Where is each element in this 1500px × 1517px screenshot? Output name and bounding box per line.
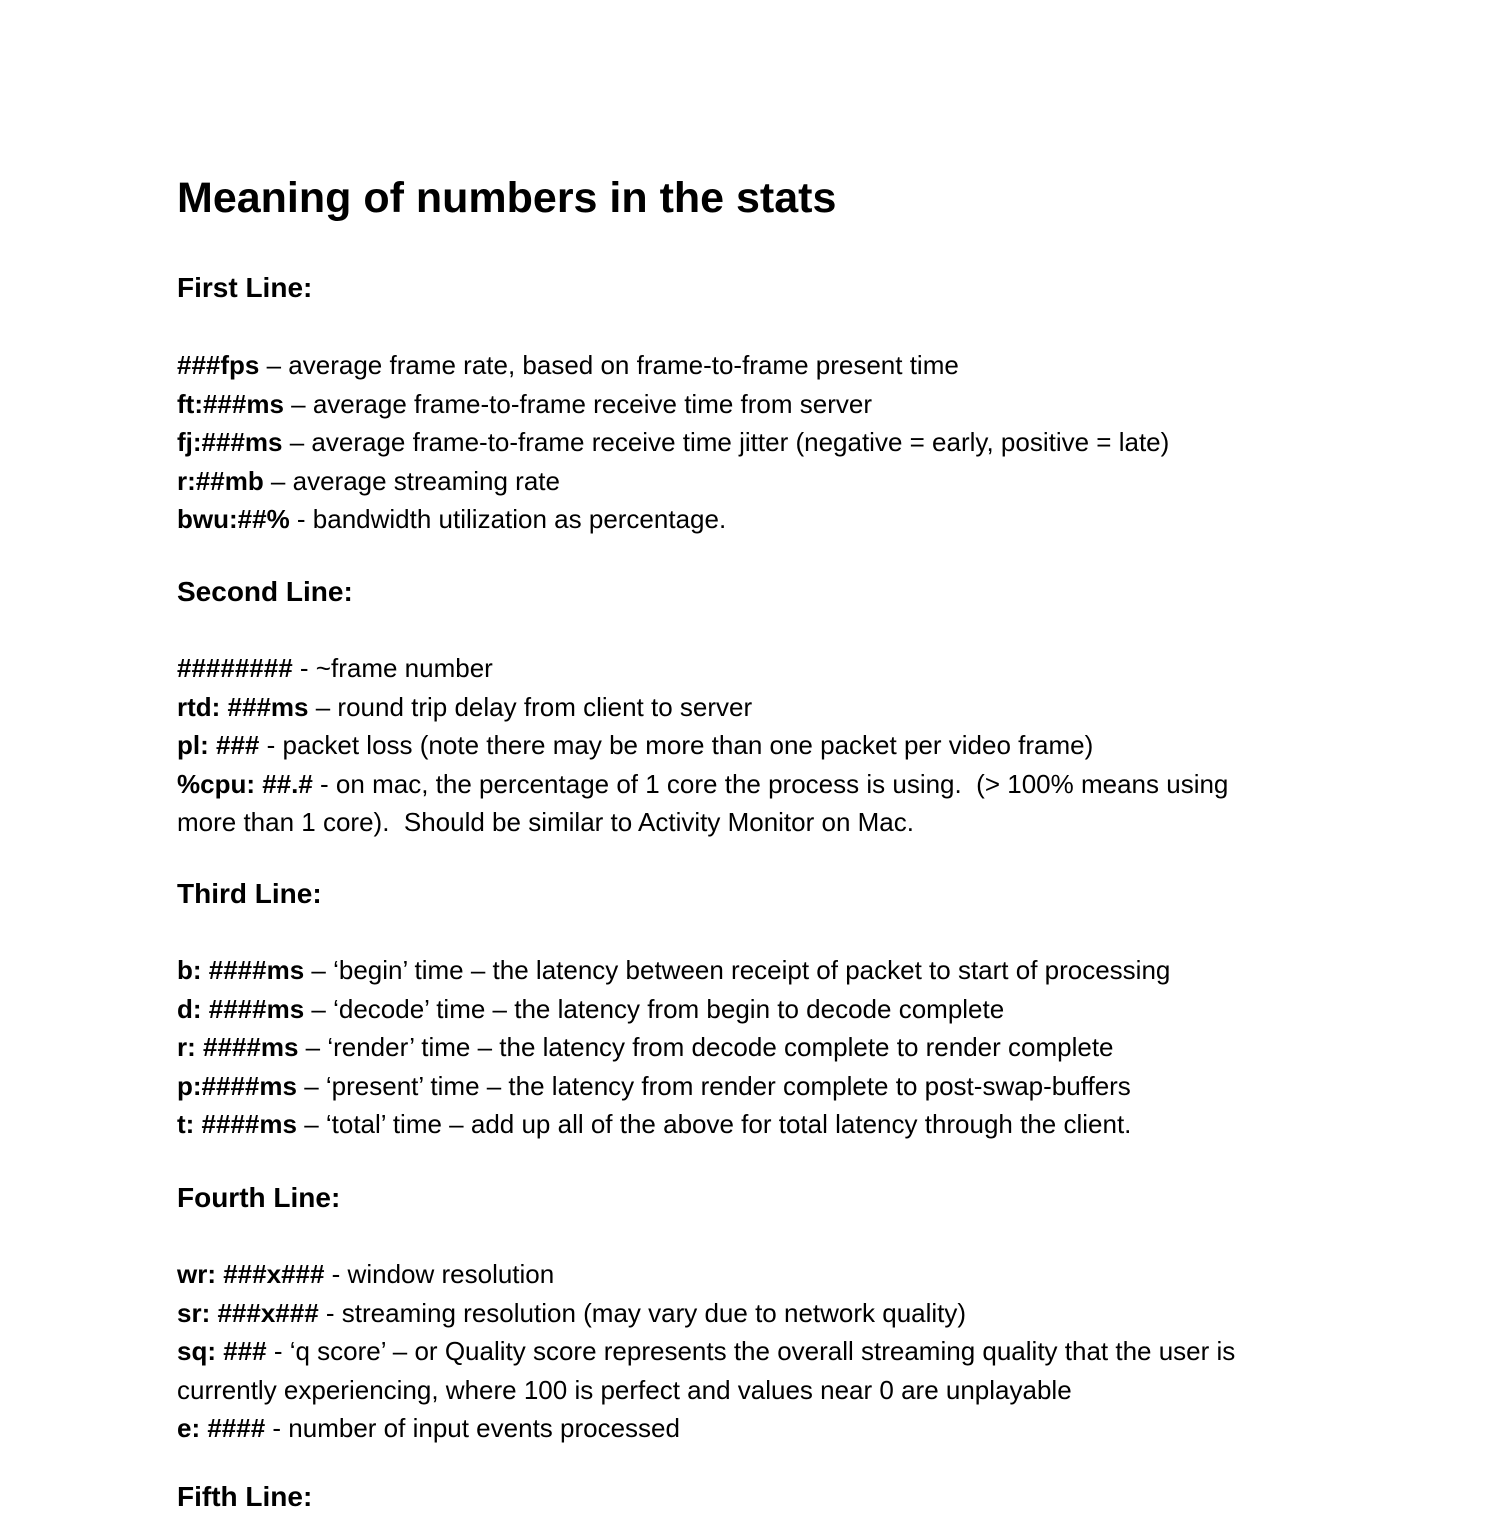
stat-description: – ‘begin’ time – the latency between receipt of packet to start of processing [304,955,1171,985]
stat-line [177,1294,1235,1333]
stat-description: – ‘decode’ time – the latency from begin to decode complete [304,993,1005,1024]
stat-description: – average frame-to-frame receive time jitter (negative = early, positive = late) [282,427,1170,458]
stat-description: - on mac, the percentage of 1 core the process is using. (> 100% means using [312,768,1229,799]
section-heading-first-line: First Line: [177,272,313,303]
stat-line [177,500,1169,539]
stat-description: currently experiencing, where 100 is perfect and values near 0 are unplayable [177,1374,1072,1405]
stat-term: e: #### [177,1413,266,1444]
stat-line [177,990,1170,1029]
section-heading-fifth-line: Fifth Line: [177,1481,313,1512]
stat-list-fourth-line [177,1255,1235,1448]
stat-description: - streaming resolution (may vary due to network quality) [318,1297,967,1328]
stat-term: bwu:##% [177,504,290,535]
stat-description: – average frame rate, based on frame-to-frame present time [259,350,959,380]
stat-line [177,649,1228,688]
stat-line [177,1028,1170,1067]
stat-line [177,1255,1235,1294]
page-title: Meaning of numbers in the stats [177,174,837,222]
stat-description: – ‘present’ time – the latency from render complete to post-swap-buffers [296,1070,1131,1101]
stat-term: r:##mb [177,465,264,496]
stat-description: – average frame-to-frame receive time from server [283,388,873,419]
stat-description: – round trip delay from client to server [308,691,753,722]
stat-term: fj:###ms [177,427,283,458]
stat-term: p:####ms [177,1070,297,1101]
stat-description: – ‘render’ time – the latency from decode complete to render complete [298,1032,1114,1063]
stat-list-third-line [177,951,1170,1144]
stat-line [177,423,1169,462]
stat-list-first-line [177,346,1169,539]
stat-term: %cpu: ##.# [177,768,313,799]
stat-description: - ~frame number [292,653,493,683]
stat-line-continuation [177,803,1228,842]
stat-list-second-line [177,649,1228,842]
stat-description: - bandwidth utilization as percentage. [289,504,727,535]
stat-line [177,1067,1170,1106]
stat-term: ###fps [177,350,260,380]
stat-line [177,951,1170,990]
stat-term: wr: ###x### [177,1259,325,1289]
section-heading-fourth-line: Fourth Line: [177,1182,341,1213]
stat-line-continuation [177,1371,1235,1410]
stat-term: d: ####ms [177,993,305,1024]
stat-line [177,462,1169,501]
stat-description: – ‘total’ time – add up all of the above for total latency through the client. [296,1109,1132,1140]
stat-description: - window resolution [324,1259,555,1289]
stat-line [177,688,1228,727]
stat-term: ft:###ms [177,388,284,419]
stat-term: sq: ### [177,1336,267,1367]
stat-term: t: ####ms [177,1109,297,1140]
stat-line [177,346,1169,385]
stat-term: ######## [177,653,293,683]
section-heading-third-line: Third Line: [177,878,322,909]
stat-term: pl: ### [177,730,260,761]
stat-line [177,1105,1170,1144]
section-heading-second-line: Second Line: [177,576,353,607]
stat-line [177,385,1169,424]
stat-line [177,1332,1235,1371]
stat-term: rtd: ###ms [177,691,309,722]
stat-description: - number of input events processed [265,1413,680,1444]
stat-description: – average streaming rate [263,465,560,496]
stat-line [177,1409,1235,1448]
stat-description: more than 1 core). Should be similar to Activity Monitor on Mac. [177,807,914,838]
stat-description: - ‘q score’ – or Quality score represents the overall streaming quality that the user is [266,1336,1236,1367]
stat-term: r: ####ms [177,1032,299,1063]
stat-description: - packet loss (note there may be more than one packet per video frame) [259,730,1094,761]
stat-line [177,765,1228,804]
stat-line [177,726,1228,765]
stat-term: b: ####ms [177,955,305,985]
stat-term: sr: ###x### [177,1297,319,1328]
